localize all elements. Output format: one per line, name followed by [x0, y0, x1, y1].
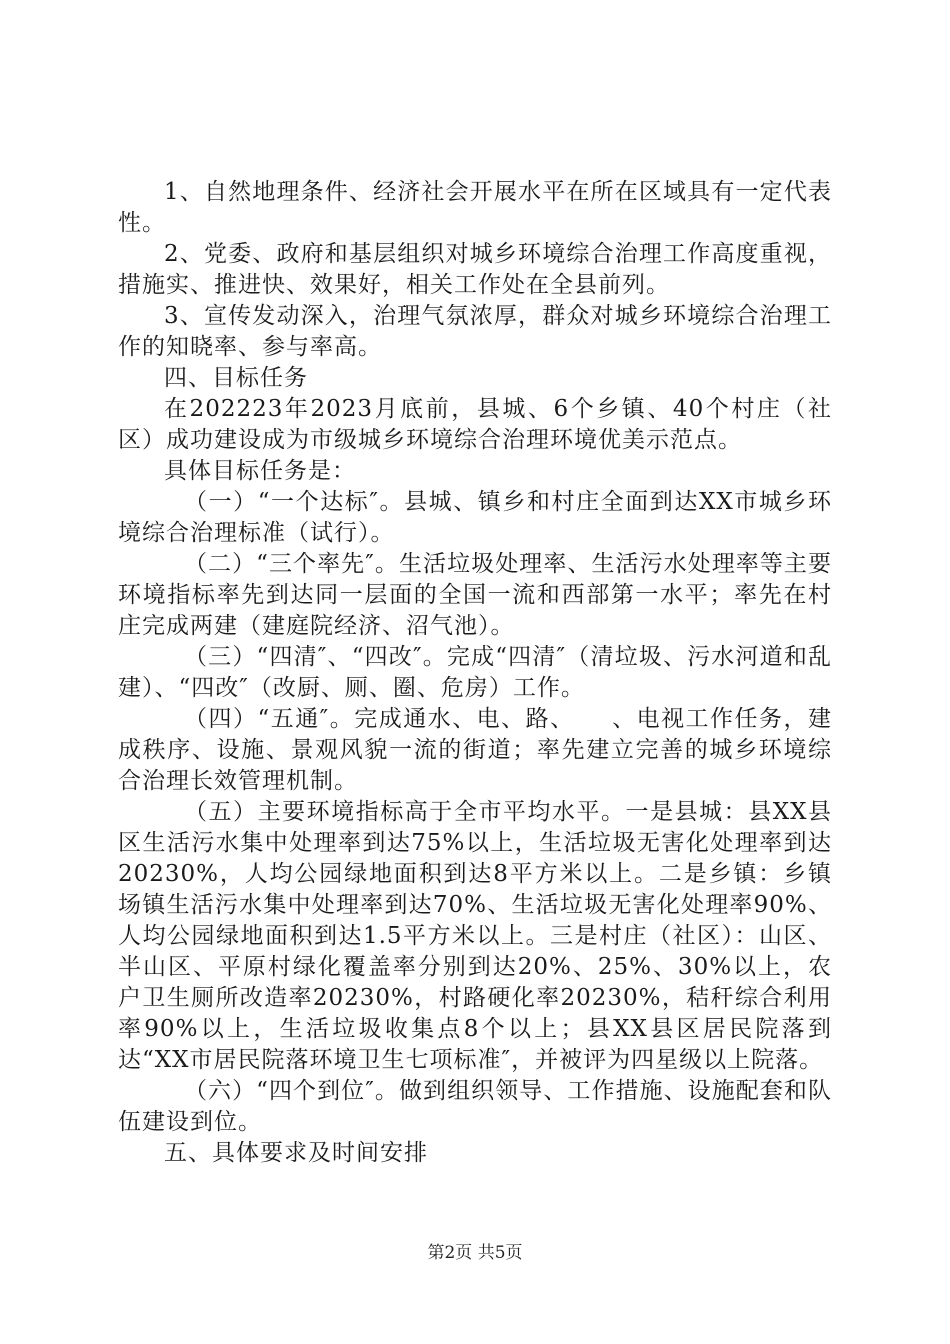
paragraph-criterion-2: 2、党委、政府和基层组织对城乡环境综合治理工作高度重视，措施实、推进快、效果好，相关工作处在全县前列。: [118, 241, 832, 298]
section-heading-requirements: 五、具体要求及时间安排: [164, 1140, 428, 1166]
paragraph-task-2: （二）“三个率先″。生活垃圾处理率、生活污水处理率等主要环境指标率先到达同一层面的全国一流和西部第一水平；率先在村庄完成两建（建庭院经济、沼气池）。: [118, 551, 832, 639]
paragraph-task-6: （六）“四个到位″。做到组织领导、工作措施、设施配套和队伍建设到位。: [118, 1078, 832, 1135]
paragraph-task-4: （四）“五通″。完成通水、电、路、 、电视工作任务，建成秩序、设施、景观风貌一流的街道；率先建立完善的城乡环境综合治理长效管理机制。: [118, 706, 832, 794]
section-heading-goals: 四、目标任务: [164, 365, 308, 391]
paragraph-criterion-3: 3、宣传发动深入，治理气氛浓厚，群众对城乡环境综合治理工作的知晓率、参与率高。: [118, 303, 832, 360]
document-body: [118, 177, 832, 1169]
paragraph-task-1: （一）“一个达标″。县城、镇乡和村庄全面到达XX市城乡环境综合治理标准（试行）。: [118, 489, 832, 546]
page-number-footer: 第2页 共5页: [427, 1243, 523, 1263]
paragraph-task-5: （五）主要环境指标高于全市平均水平。一是县城：县XX县区生活污水集中处理率到达75%以上，生活垃圾无害化处理率到达20230%，人均公园绿地面积到达8平方米以上。二是乡镇：乡镇场镇生活污水集中处理率到达70%、生活垃圾无害化处理率90%、人均公园绿地面积到达1.5平方米以上。三是村庄（社区）：山区、半山区、平原村绿化覆盖率分别到达20%、25%、30%以上，农户卫生厕所改造率20230%，村路硬化率20230%，秸秆综合利用率90%以上，生活垃圾收集点8个以上；县XX县区居民院落到达“XX市居民院落环境卫生七项标准″，并被评为四星级以上院落。: [118, 799, 832, 1073]
paragraph-criterion-1: 1、自然地理条件、经济社会开展水平在所在区域具有一定代表性。: [118, 179, 832, 236]
paragraph-task-3: （三）“四清″、“四改″。完成“四清″（清垃圾、污水河道和乱建）、“四改″（改厨、厕、圈、危房）工作。: [118, 644, 832, 701]
paragraph-specific-tasks-intro: 具体目标任务是：: [164, 458, 356, 484]
paragraph-goal-overview: 在202223年2023月底前，县城、6个乡镇、40个村庄（社区）成功建设成为市级城乡环境综合治理环境优美示范点。: [118, 396, 832, 453]
